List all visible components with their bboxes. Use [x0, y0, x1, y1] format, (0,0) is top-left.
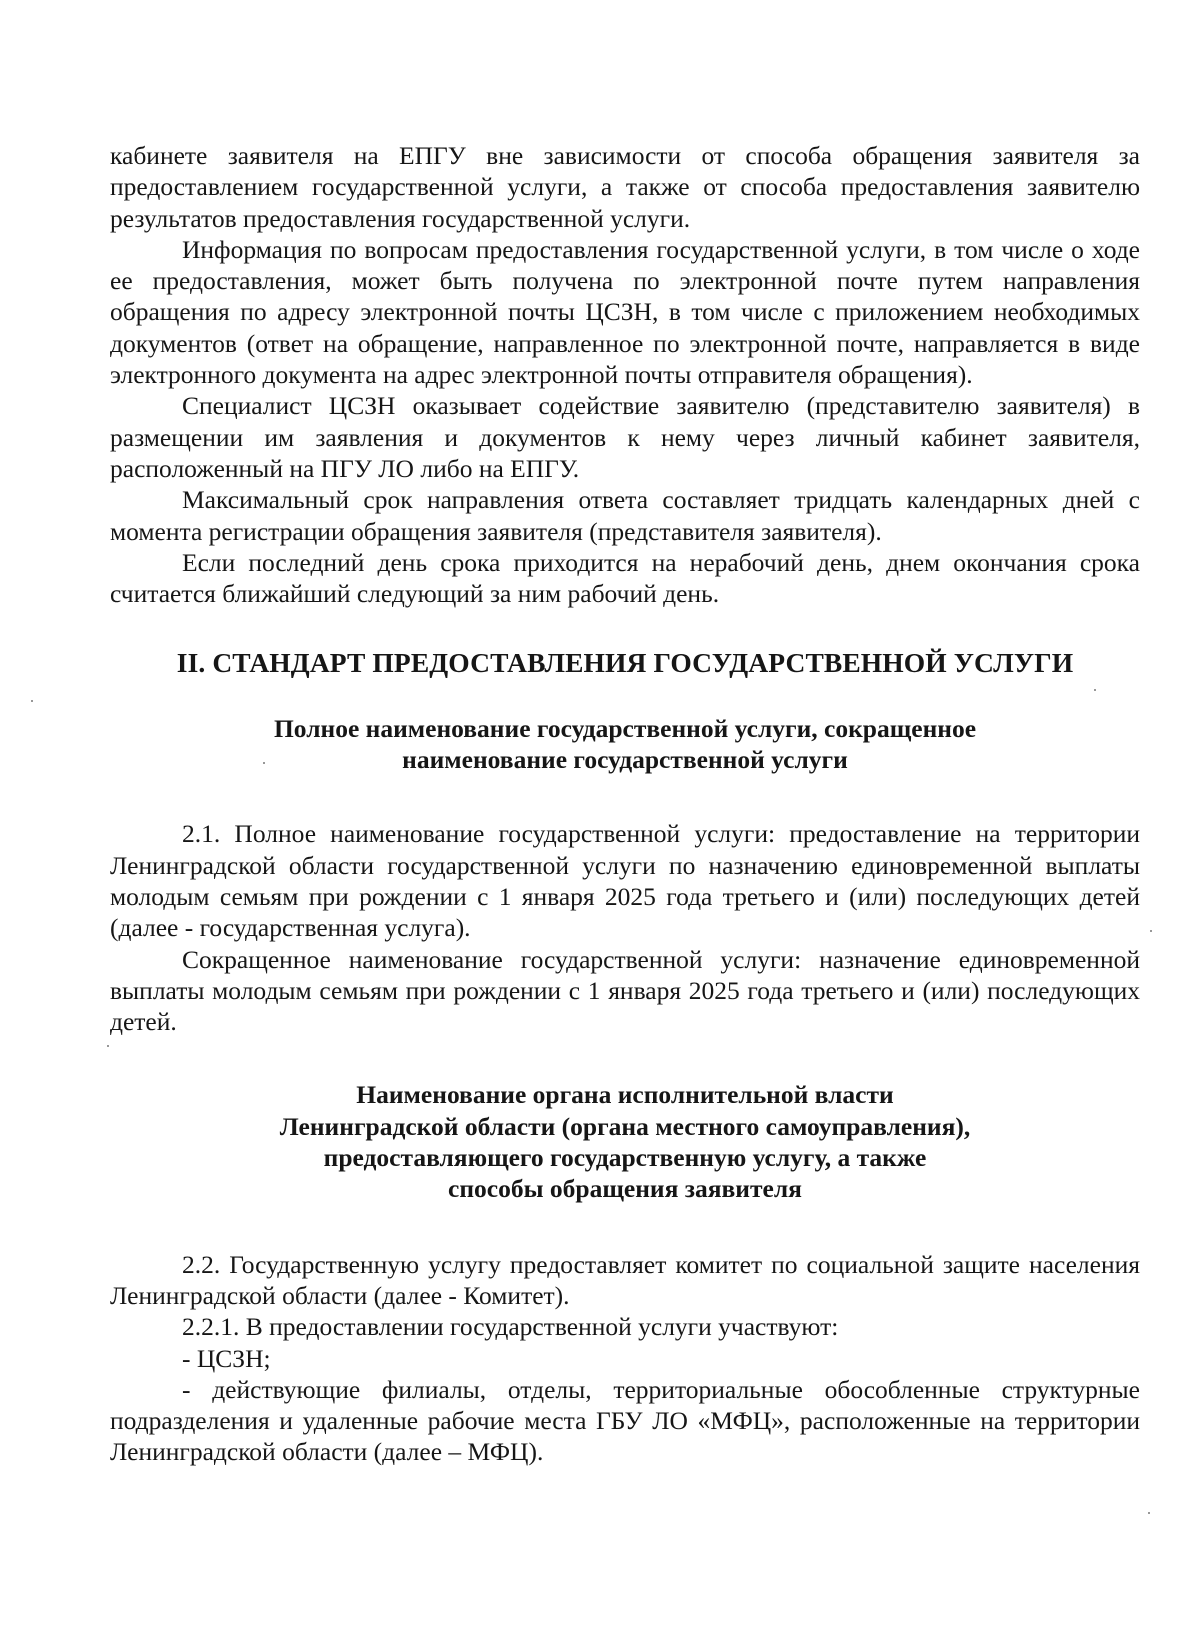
- paragraph-full-name: 2.1. Полное наименование государственной услуги: предоставление на территории Ленинградской области государственной услуги по назначению единовременной выплаты молодым семьям при рождении с 1 января 2025 года третьего и (или) последующих детей (далее - государственная услуга).: [110, 819, 1140, 943]
- section-title: II. СТАНДАРТ ПРЕДОСТАВЛЕНИЯ ГОСУДАРСТВЕННОЙ УСЛУГИ: [176, 647, 1074, 679]
- paragraph-last-day: Если последний день срока приходится на нерабочий день, днем окончания срока считается ближайший следующий за ним рабочий день.: [110, 547, 1140, 609]
- paragraph-max-term: Максимальный срок направления ответа составляет тридцать календарных дней с момента регистрации обращения заявителя (представителя заявителя).: [110, 485, 1140, 546]
- subheading-line: предоставляющего государственную услугу, а также: [323, 1143, 927, 1173]
- paragraph-specialist: Специалист ЦСЗН оказывает содействие заявителю (представителю заявителя) в размещении им заявления и документов к нему через личный кабинет заявителя, расположенный на ПГУ ЛО либо на ЕПГУ.: [110, 391, 1140, 483]
- subheading-line: Полное наименование государственной услуги, сокращенное: [273, 713, 977, 743]
- scan-speck: [1148, 1512, 1150, 1514]
- subheading-line: способы обращения заявителя: [448, 1174, 802, 1204]
- scan-speck: [31, 700, 33, 702]
- scan-speck: [107, 1045, 109, 1047]
- paragraph-information: Информация по вопросам предоставления государственной услуги, в том числе о ходе ее предоставления, может быть получена по электронной почте путем направления обращения по адресу электронной почты ЦСЗН, в том числе с приложением необходимых документов (ответ на обращение, направленное по электронной почте, направляется в виде электронного документа на адрес электронной почты отправителя обращения).: [110, 234, 1140, 390]
- scan-speck: [1150, 930, 1152, 932]
- document-page: [110, 140, 1140, 1468]
- subheading-authority: [110, 1079, 1140, 1204]
- subheading-line: Ленинградской области (органа местного самоуправления),: [279, 1111, 971, 1141]
- subheading-line: наименование государственной услуги: [402, 745, 848, 775]
- subheading-line: Наименование органа исполнительной власти: [356, 1080, 894, 1110]
- scan-speck: [263, 762, 265, 764]
- paragraph-participants: 2.2.1. В предоставлении государственной услуги участвуют:: [182, 1312, 839, 1342]
- scan-speck: [1094, 689, 1096, 691]
- paragraph-short-name: Сокращенное наименование государственной услуги: назначение единовременной выплаты молодым семьям при рождении с 1 января 2025 года третьего и (или) последующих детей.: [110, 944, 1140, 1037]
- paragraph-continuation: кабинете заявителя на ЕПГУ вне зависимости от способа обращения заявителя за предоставлением государственной услуги, а также от способа предоставления заявителю результатов предоставления государственной услуги.: [110, 141, 1140, 233]
- list-item-cszn: - ЦСЗН;: [182, 1343, 271, 1373]
- list-item-mfc: - действующие филиалы, отделы, территориальные обособленные структурные подразделения и удаленные рабочие места ГБУ ЛО «МФЦ», расположенные на территории Ленинградской области (далее – МФЦ).: [110, 1374, 1140, 1467]
- paragraph-committee: 2.2. Государственную услугу предоставляет комитет по социальной защите населения Ленинградской области (далее - Комитет).: [110, 1249, 1140, 1310]
- subheading-service-name: [110, 713, 1140, 776]
